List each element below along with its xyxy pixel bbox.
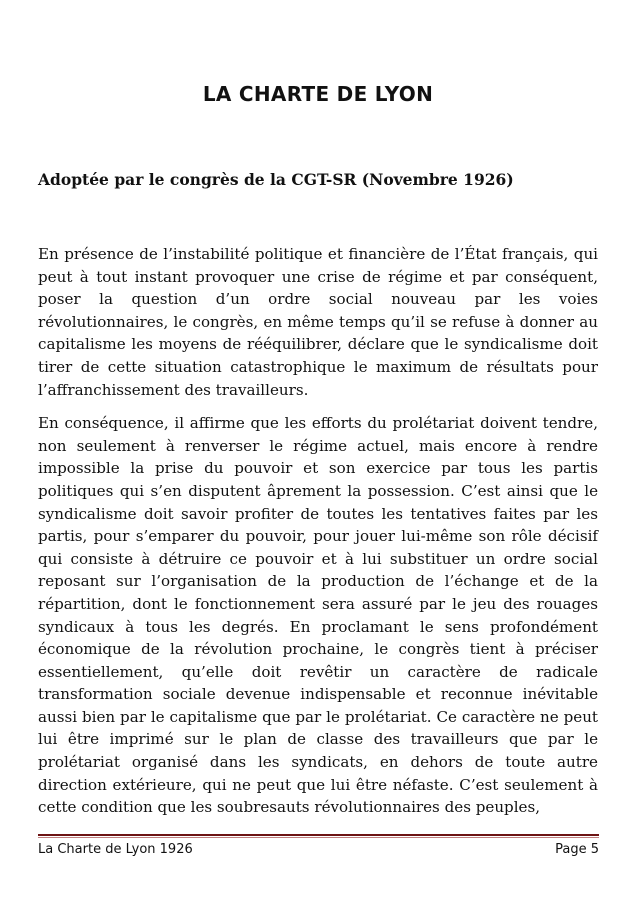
body-paragraph-1: En présence de l’instabilité politique et financière de l’État français, qui peut à tout instant provoquer une crise de régime et par conséquent, poser la question d’un ordre social nouveau par les voies révolutionnaires, le congrès, en même temps qu’il se refuse à donner au capitalisme les moyens de rééquilibrer, déclare que le syndicalisme doit tirer de cette situation catastrophique le maximum de résultats pour l’affranchissement des travailleurs. xyxy=(38,245,598,399)
document-title: LA CHARTE DE LYON xyxy=(202,82,434,106)
footer-divider xyxy=(38,834,599,836)
footer-divider-shadow xyxy=(38,837,599,838)
footer-page-number: Page 5 xyxy=(555,842,599,857)
page-footer xyxy=(38,842,599,857)
footer-document-name: La Charte de Lyon 1926 xyxy=(38,842,193,857)
document-subtitle: Adoptée par le congrès de la CGT-SR (Novembre 1926) xyxy=(38,170,514,189)
body-paragraph-2: En conséquence, il affirme que les efforts du prolétariat doivent tendre, non seulement à renverser le régime actuel, mais encore à rendre impossible la prise du pouvoir et son exercice par tous les partis politiques qui s’en disputent âprement la possession. C’est ainsi que le syndicalisme doit savoir profiter de toutes les tentatives faites par les partis, pour s’emparer du pouvoir, pour jouer lui-même son rôle décisif qui consiste à détruire ce pouvoir et à lui substituer un ordre social reposant sur l’organisation de la production de l’échange et de la répartition, dont le fonctionnement sera assuré par le jeu des rouages syndicaux à tous les degrés. En proclamant le sens profondément économique de la révolution prochaine, le congrès tient à préciser essentiellement, qu’elle doit revêtir un caractère de radicale transformation sociale devenue indispensable et reconnue inévitable aussi bien par le capitalisme que par le prolétariat. Ce caractère ne peut lui être imprimé sur le plan de classe des travailleurs que par le prolétariat organisé dans les syndicats, en dehors de toute autre direction extérieure, qui ne peut que lui être néfaste. C’est seulement à cette condition que les soubresauts révolutionnaires des peuples, xyxy=(38,414,598,817)
document-body xyxy=(38,243,598,830)
